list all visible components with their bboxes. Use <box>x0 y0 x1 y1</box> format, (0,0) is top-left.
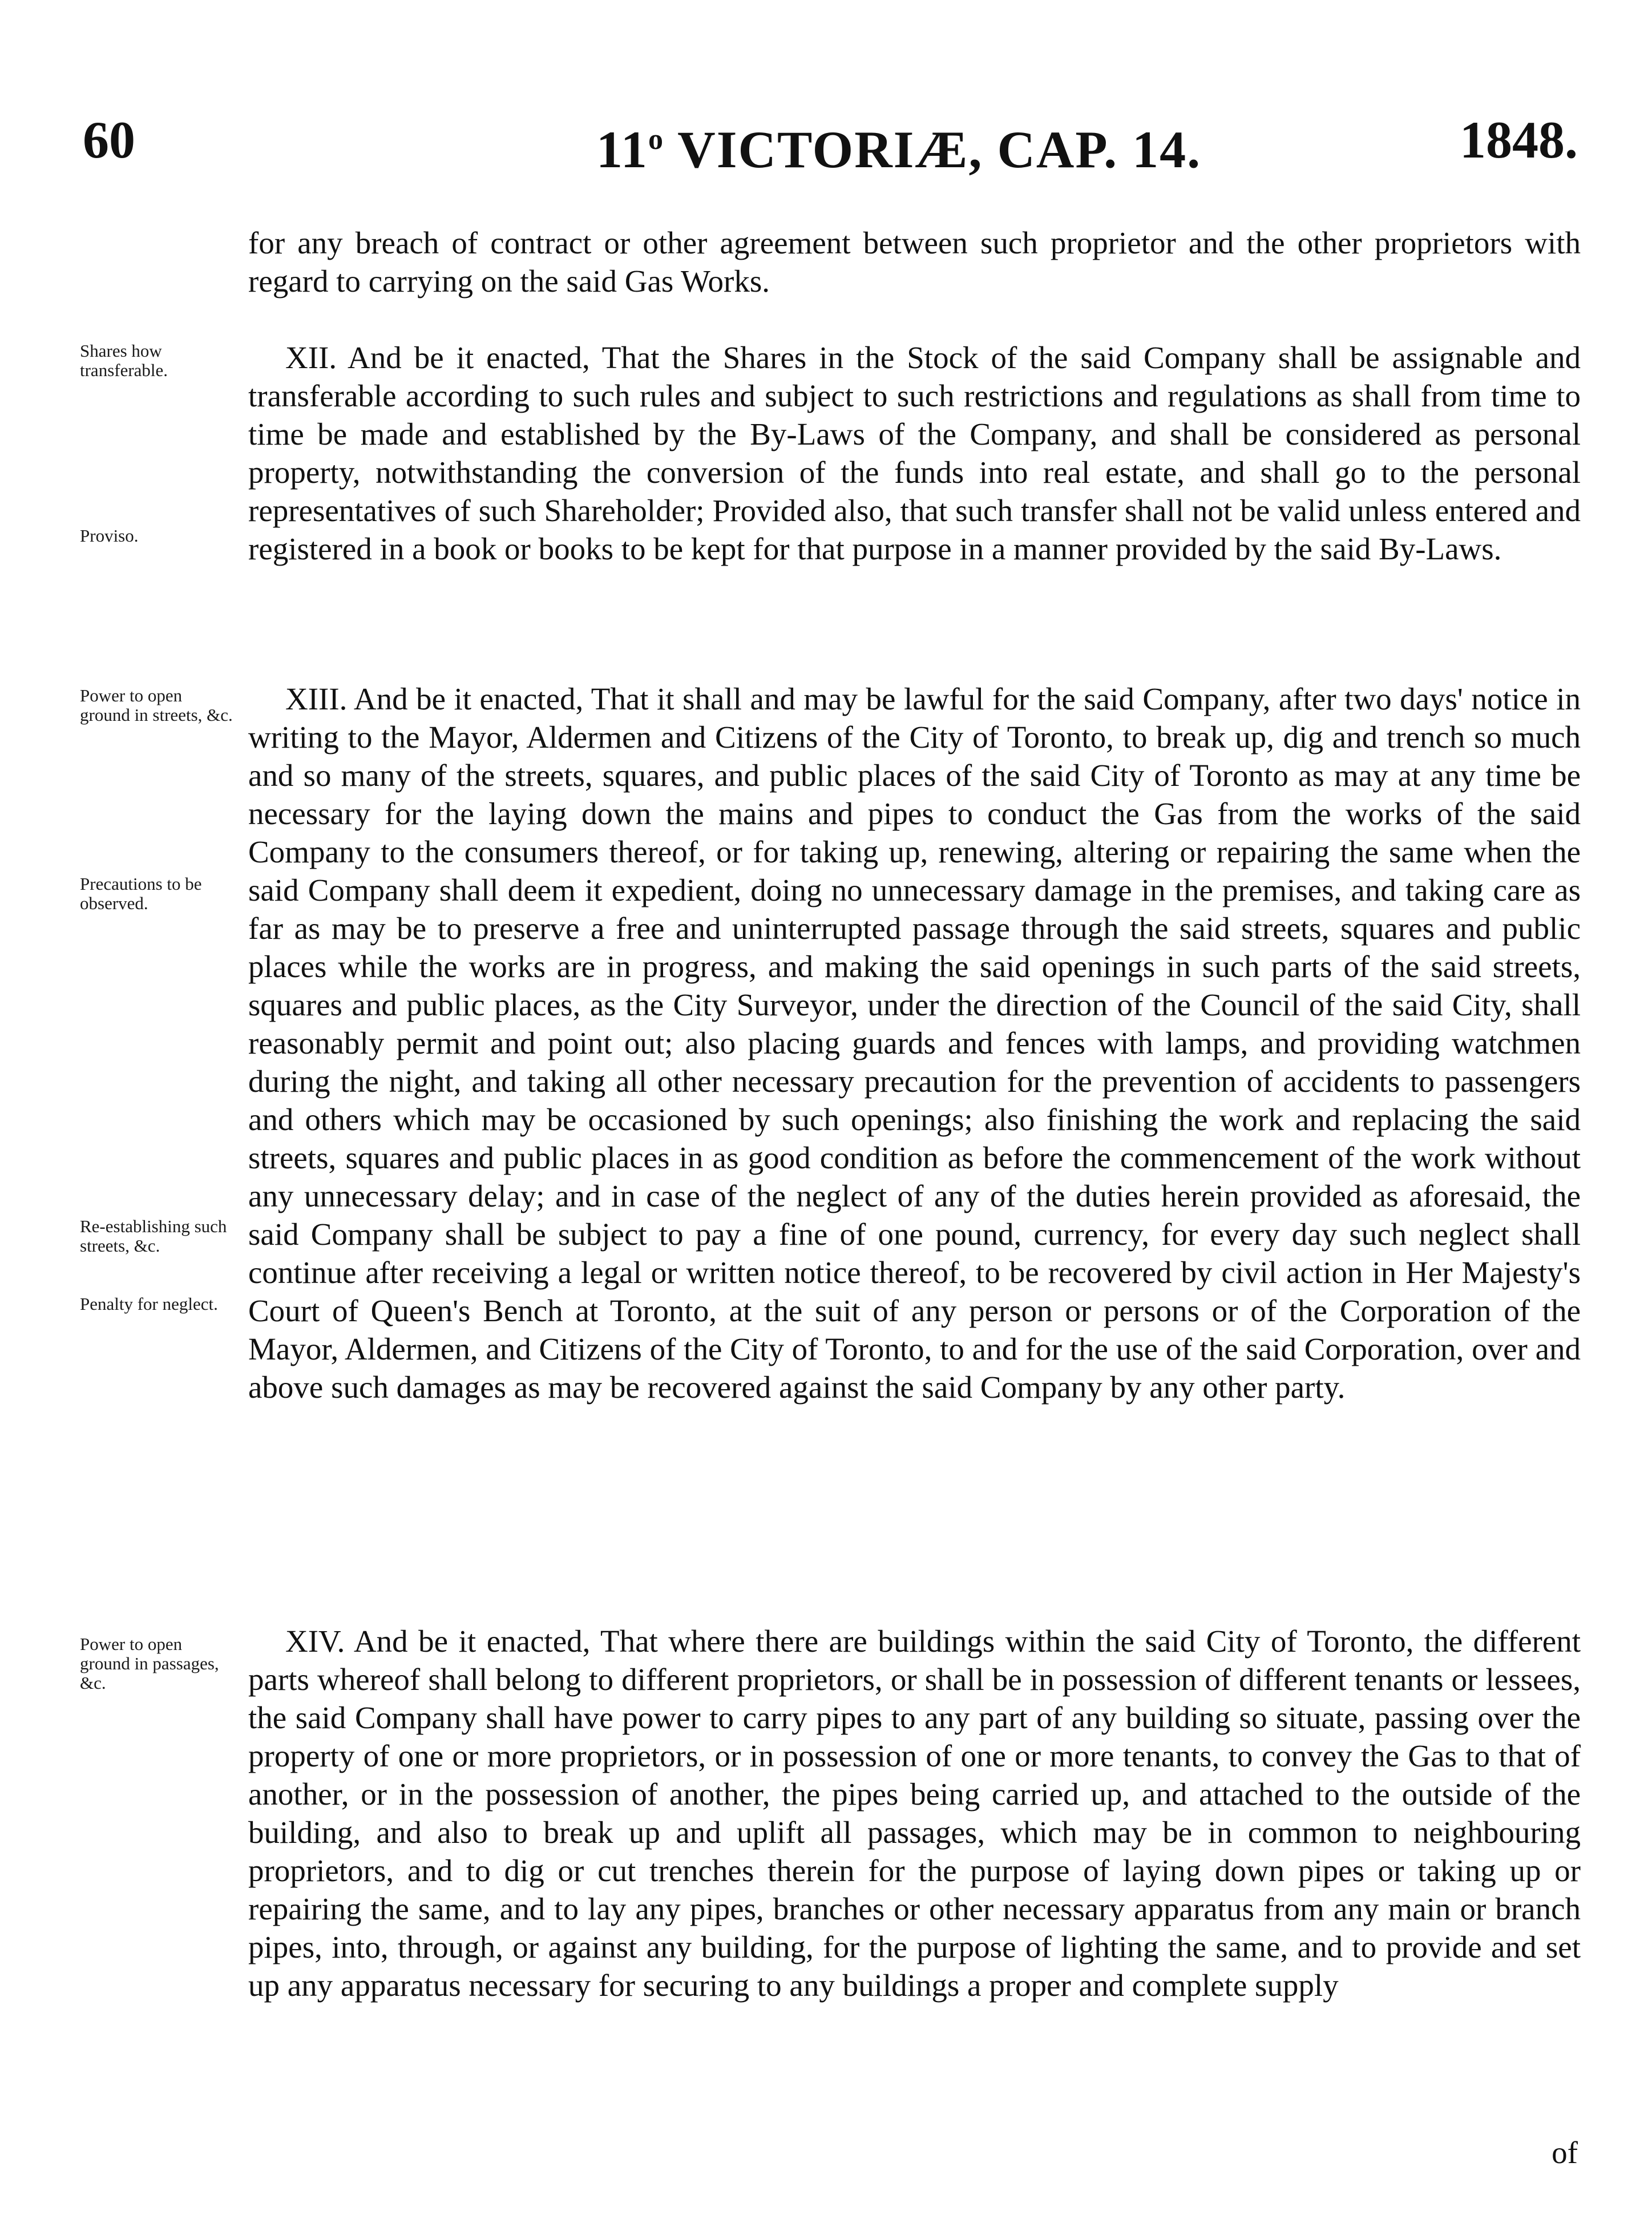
act-chapter: VICTORIÆ, CAP. 14. <box>664 120 1202 179</box>
margin-note-power-passages: Power to open ground in passages, &c. <box>80 1634 219 1693</box>
section-xiii: XIII. And be it enacted, That it shall and may be lawful for the said Company, after two days' notice in writing to the Mayor, Aldermen and Citizens of the City of Toronto, to break up, dig and trench so much and so many of the streets, squares, and public places of the said City of Toronto as may at any time be necessary for the laying down the mains and pipes to conduct the Gas from the works of the said Company to the consumers thereof, or for taking up, renewing, altering or repairing the same when the said Company shall deem it expedient, doing no unnecessary damage in the premises, and taking care as far as may be to preserve a free and uninterrupted passage through the said streets, squares and public places while the works are in progress, and making the said openings in such parts of the said streets, squares and public places, as the City Surveyor, under the direction of the Council of the said City, shall reasonably permit and point out; also placing guards and fences with lamps, and providing watchmen during the night, and taking all other necessary precaution for the prevention of accidents to passengers and others which may be occasioned by such openings; also finishing the work and replacing the said streets, squares and public places in as good condition as before the commencement of the work without any unnecessary delay; and in case of the neglect of any of the duties herein provided as aforesaid, the said Company shall be subject to pay a fine of one pound, currency, for every day such neglect shall continue after receiving a legal or written notice thereof, to be recovered by civil action in Her Majesty's Court of Queen's Bench at Toronto, at the suit of any person or persons or of the Corporation of the Mayor, Aldermen, and Citizens of the City of Toronto, to and for the use of the said Corporation, over and above such damages as may be recovered against the said Company by any other party. <box>248 681 1581 1405</box>
act-regnal-superscript: o <box>648 123 664 156</box>
margin-note-shares-transferable: Shares how transferable. <box>80 341 168 380</box>
running-header <box>83 108 1578 179</box>
page-number: 60 <box>83 111 135 169</box>
margin-note-penalty: Penalty for neglect. <box>80 1294 218 1314</box>
section-xii: XII. And be it enacted, That the Shares in the Stock of the said Company shall be assignable and transferable according to such rules and subject to such restrictions and regulations as shall from time to time be made and established by the By-Laws of the Company, and shall be considered as personal property, notwithstanding the conversion of the funds into real estate, and shall go to the personal representatives of such Shareholder; Provided also, that such transfer shall not be valid unless entered and registered in a book or books to be kept for that purpose in a manner provided by the said By-Laws. <box>248 340 1581 566</box>
year: 1848. <box>1460 111 1578 169</box>
continuation-paragraph: for any breach of contract or other agreement between such proprietor and the other proprietors with regard to carrying on the said Gas Works. <box>248 225 1581 298</box>
act-title <box>596 108 1201 181</box>
catchword: of <box>1552 2135 1578 2170</box>
margin-note-precautions: Precautions to be observed. <box>80 874 202 913</box>
margin-note-re-establishing: Re-establishing such streets, &c. <box>80 1216 227 1256</box>
margin-note-power-streets: Power to open ground in streets, &c. <box>80 685 233 725</box>
section-xiv: XIV. And be it enacted, That where there are buildings within the said City of Toronto, the different parts whereof shall belong to different proprietors, or shall be in possession of different tenants or lessees, the said Company shall have power to carry pipes to any part of any building so situate, passing over the property of one or more proprietors, or in possession of one or more tenants, to convey the Gas to that of another, or in the possession of another, the pipes being carried up, and attached to the outside of the building, and also to break up and uplift all passages, which may be in common to neighbouring proprietors, and to dig or cut trenches therein for the purpose of laying down pipes or taking up or repairing the same, and to lay any pipes, branches or other necessary apparatus from any main or branch pipes, into, through, or against any building, for the purpose of lighting the same, and to provide and set up any apparatus necessary for securing to any buildings a proper and complete supply <box>248 1624 1581 2003</box>
act-regnal-year: 11 <box>596 120 648 179</box>
margin-note-proviso: Proviso. <box>80 526 139 546</box>
